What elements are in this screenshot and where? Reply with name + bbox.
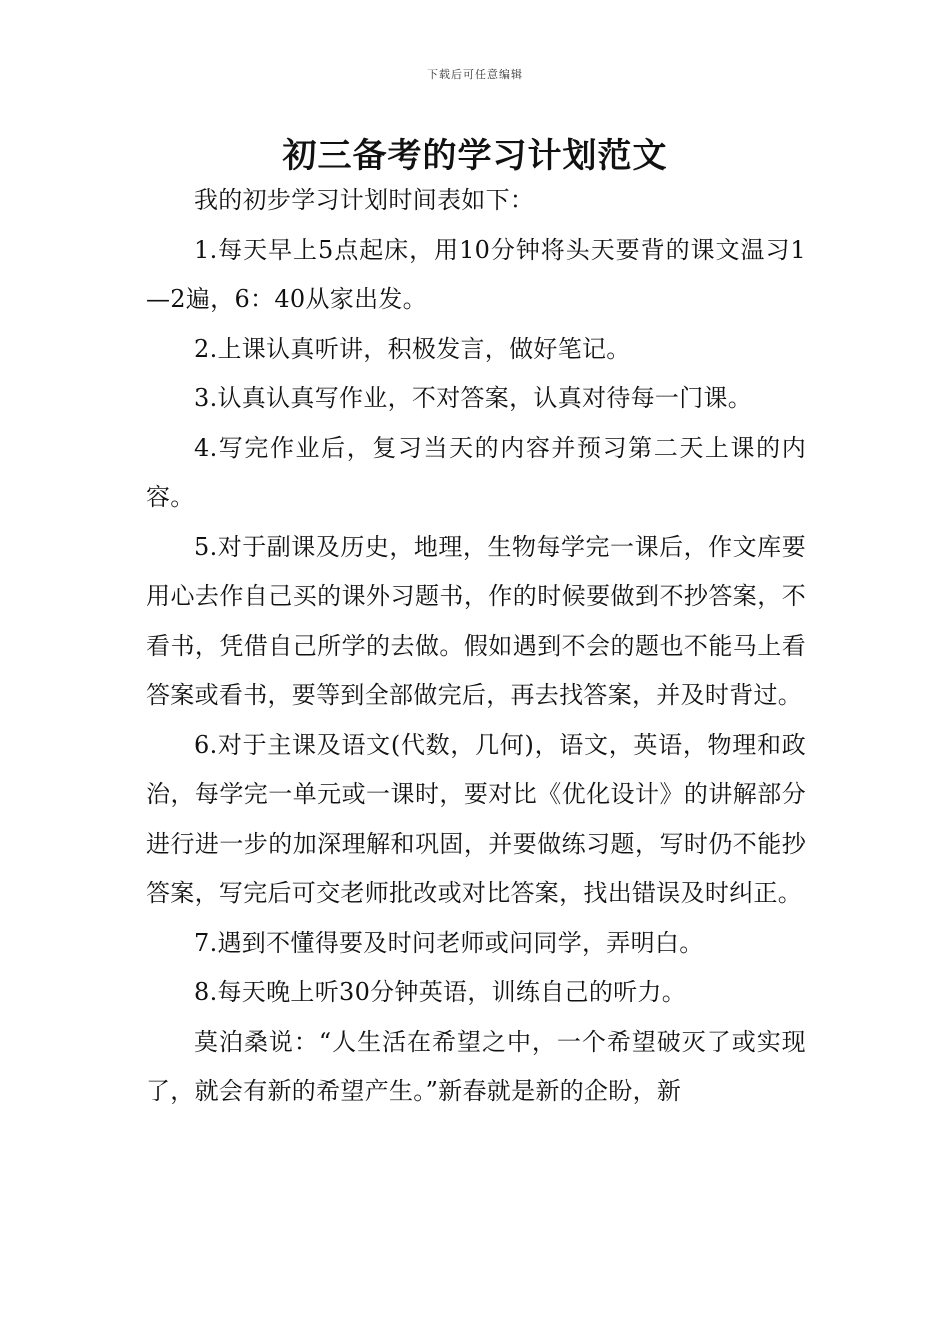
paragraph-item-5: 5.对于副课及历史，地理，生物每学完一课后，作文库要用心去作自己买的课外习题书，作的时候要做到不抄答案，不看书，凭借自己所学的去做。假如遇到不会的题也不能马上看答案或看书，要等到全部做完后，再去找答案，并及时背过。	[146, 532, 806, 709]
document-title: 初三备考的学习计划范文	[282, 136, 668, 176]
paragraph-intro: 我的初步学习计划时间表如下：	[194, 186, 535, 214]
paragraph-item-8: 8.每天晚上听30分钟英语，训练自己的听力。	[194, 978, 687, 1006]
paragraph-item-6: 6.对于主课及语文(代数，几何)，语文，英语，物理和政治，每学完一单元或一课时，要对比《优化设计》的讲解部分进行进一步的加深理解和巩固，并要做练习题，写时仍不能抄答案，写完后可交老师批改或对比答案，找出错误及时纠正。	[146, 730, 806, 907]
header-note: 下载后可任意编辑	[427, 68, 523, 81]
paragraph-item-4: 4.写完作业后，复习当天的内容并预习第二天上课的内容。	[146, 433, 806, 511]
paragraph-quote: 莫泊桑说：“人生活在希望之中，一个希望破灭了或实现了，就会有新的希望产生。”新春就是新的企盼，新	[146, 1027, 806, 1105]
paragraph-item-1: 1.每天早上5点起床，用10分钟将头天要背的课文温习1—2遍，6：40从家出发。	[146, 235, 806, 313]
document-body	[146, 176, 806, 1117]
paragraph-item-2: 2.上课认真听讲，积极发言，做好笔记。	[194, 334, 631, 363]
paragraph-item-3: 3.认真认真写作业，不对答案，认真对待每一门课。	[194, 384, 753, 412]
paragraph-item-7: 7.遇到不懂得要及时问老师或问同学，弄明白。	[194, 928, 704, 957]
